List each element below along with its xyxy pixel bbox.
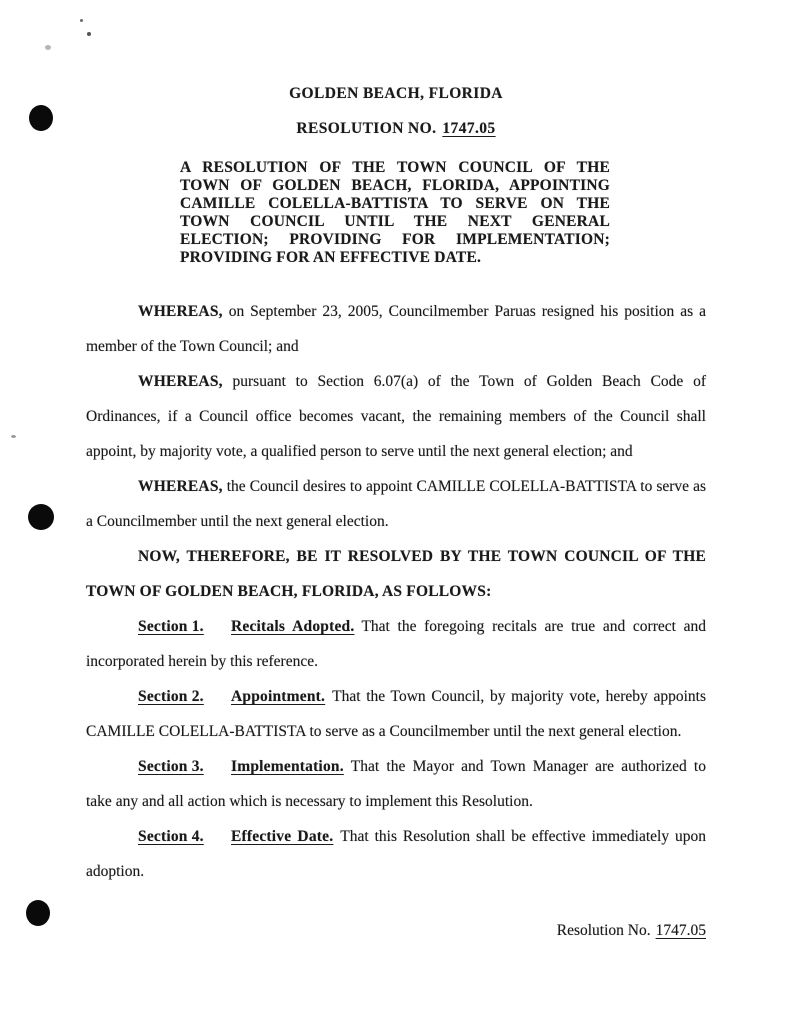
footer-resolution-label: Resolution No. xyxy=(556,922,651,939)
title-line: PROVIDING FOR AN EFFECTIVE DATE. xyxy=(180,249,482,266)
section-label: Section 1. xyxy=(138,618,204,635)
resolution-title-block xyxy=(180,159,610,267)
footer-resolution-reference xyxy=(557,922,706,940)
document-body xyxy=(86,294,706,889)
document-content xyxy=(86,84,706,889)
document-header-city: GOLDEN BEACH, FLORIDA xyxy=(289,85,503,102)
section-text: That this Resolution shall be effective immediately upon adoption. xyxy=(86,828,706,880)
section-paragraph-3 xyxy=(86,749,706,819)
whereas-text: the Council desires to appoint CAMILLE COLELLA-BATTISTA to serve as a Councilmember until the next general election. xyxy=(86,478,706,530)
scan-speck xyxy=(80,19,83,22)
whereas-paragraph-1 xyxy=(86,294,706,364)
scan-speck xyxy=(45,45,51,50)
whereas-paragraph-3 xyxy=(86,469,706,539)
section-paragraph-1 xyxy=(86,609,706,679)
section-title: Recitals Adopted. xyxy=(231,618,355,635)
section-text: That the Mayor and Town Manager are authorized to take any and all action which is necessary to implement this Resolution. xyxy=(86,758,706,810)
section-label: Section 3. xyxy=(138,758,204,775)
section-paragraph-2 xyxy=(86,679,706,749)
hole-punch-mark xyxy=(26,900,50,926)
section-label: Section 2. xyxy=(138,688,204,705)
footer-resolution-number: 1747.05 xyxy=(655,922,706,939)
section-label: Section 4. xyxy=(138,828,204,845)
whereas-lead: WHEREAS, xyxy=(138,478,223,495)
hole-punch-mark xyxy=(29,105,53,131)
section-title: Effective Date. xyxy=(231,828,334,845)
resolution-heading-label: RESOLUTION NO. xyxy=(296,120,437,137)
section-title: Appointment. xyxy=(231,688,326,705)
title-line: TOWN OF GOLDEN BEACH, FLORIDA, APPOINTING xyxy=(180,177,610,194)
hole-punch-mark xyxy=(28,504,54,530)
section-text: That the Town Council, by majority vote, hereby appoints CAMILLE COLELLA-BATTISTA to serve as a Councilmember until the next general election. xyxy=(86,688,706,740)
whereas-text: pursuant to Section 6.07(a) of the Town of Golden Beach Code of Ordinances, if a Council office becomes vacant, the remaining members of the Council shall appoint, by majority vote, a qualified person to serve until the next general election; and xyxy=(86,373,706,460)
section-title: Implementation. xyxy=(231,758,344,775)
section-paragraph-4 xyxy=(86,819,706,889)
whereas-text: on September 23, 2005, Councilmember Paruas resigned his position as a member of the Town Council; and xyxy=(86,303,706,355)
title-line: ELECTION; PROVIDING FOR IMPLEMENTATION; xyxy=(180,231,610,248)
resolved-paragraph: NOW, THEREFORE, BE IT RESOLVED BY THE TOWN COUNCIL OF THE TOWN OF GOLDEN BEACH, FLORIDA, AS FOLLOWS: xyxy=(86,548,706,600)
resolution-heading xyxy=(86,119,706,138)
whereas-lead: WHEREAS, xyxy=(138,373,223,390)
resolution-number: 1747.05 xyxy=(442,120,496,137)
section-text: That the foregoing recitals are true and correct and incorporated herein by this reference. xyxy=(86,618,706,670)
title-line: TOWN COUNCIL UNTIL THE NEXT GENERAL xyxy=(180,213,610,230)
whereas-lead: WHEREAS, xyxy=(138,303,223,320)
whereas-paragraph-2 xyxy=(86,364,706,469)
scan-speck xyxy=(87,32,91,36)
scan-speck xyxy=(11,435,16,438)
title-line: A RESOLUTION OF THE TOWN COUNCIL OF THE xyxy=(180,159,610,176)
title-line: CAMILLE COLELLA-BATTISTA TO SERVE ON THE xyxy=(180,195,610,212)
